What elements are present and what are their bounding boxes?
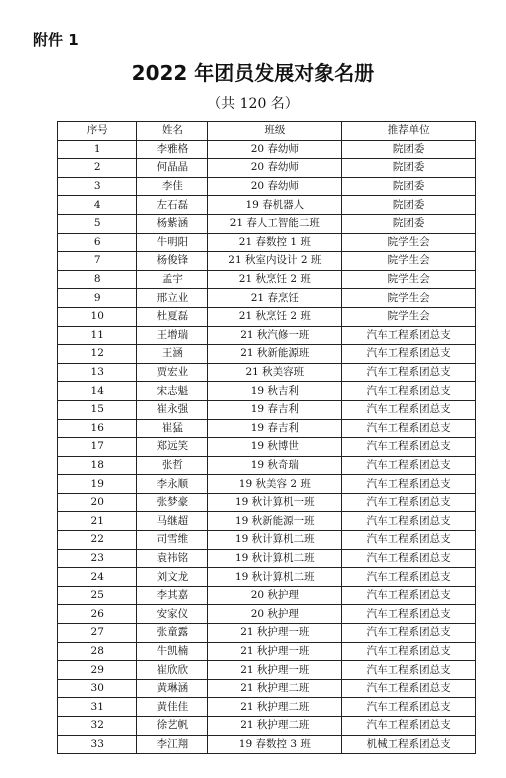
table-row (58, 233, 476, 252)
page-title: 2022 年团员发展对象名册 (131, 61, 375, 85)
cell-recommending-unit: 汽车工程系团总支 (342, 531, 476, 550)
page-subtitle: （共 120 名） (207, 96, 299, 112)
cell-name: 崔欣欣 (137, 661, 208, 680)
table-row (58, 214, 476, 233)
cell-class: 21 春数控 1 班 (208, 233, 342, 252)
cell-class: 21 秋美容班 (208, 363, 342, 382)
cell-name: 郑远笑 (137, 438, 208, 457)
cell-serial-number: 17 (58, 438, 137, 457)
table-row (58, 679, 476, 698)
cell-class: 19 秋奇瑞 (208, 456, 342, 475)
cell-recommending-unit: 汽车工程系团总支 (342, 549, 476, 568)
cell-serial-number: 19 (58, 475, 137, 494)
cell-serial-number: 5 (58, 214, 137, 233)
cell-serial-number: 11 (58, 326, 137, 345)
cell-recommending-unit: 汽车工程系团总支 (342, 493, 476, 512)
table-row (58, 549, 476, 568)
table-row (58, 438, 476, 457)
cell-serial-number: 33 (58, 735, 137, 754)
cell-serial-number: 15 (58, 400, 137, 419)
cell-class: 21 秋护理一班 (208, 661, 342, 680)
cell-class: 21 秋室内设计 2 班 (208, 252, 342, 271)
table-row (58, 177, 476, 196)
cell-recommending-unit: 汽车工程系团总支 (342, 568, 476, 587)
table-row (58, 568, 476, 587)
cell-recommending-unit: 汽车工程系团总支 (342, 400, 476, 419)
cell-name: 牛明阳 (137, 233, 208, 252)
cell-recommending-unit: 院团委 (342, 196, 476, 215)
cell-name: 李佳 (137, 177, 208, 196)
table-row (58, 400, 476, 419)
table-row (58, 456, 476, 475)
table-body (58, 140, 476, 754)
cell-name: 袁祎铭 (137, 549, 208, 568)
cell-recommending-unit: 汽车工程系团总支 (342, 698, 476, 717)
table-row (58, 512, 476, 531)
cell-serial-number: 31 (58, 698, 137, 717)
cell-recommending-unit: 汽车工程系团总支 (342, 345, 476, 364)
cell-recommending-unit: 汽车工程系团总支 (342, 326, 476, 345)
cell-class: 21 秋烹饪 2 班 (208, 307, 342, 326)
cell-recommending-unit: 院学生会 (342, 289, 476, 308)
header-name: 姓名 (137, 122, 208, 141)
cell-name: 黄佳佳 (137, 698, 208, 717)
cell-class: 21 春烹饪 (208, 289, 342, 308)
cell-class: 19 秋博世 (208, 438, 342, 457)
cell-class: 19 春机器人 (208, 196, 342, 215)
cell-recommending-unit: 院团委 (342, 214, 476, 233)
cell-recommending-unit: 汽车工程系团总支 (342, 586, 476, 605)
cell-name: 徐艺帆 (137, 717, 208, 736)
cell-class: 19 秋美容 2 班 (208, 475, 342, 494)
cell-serial-number: 23 (58, 549, 137, 568)
cell-serial-number: 20 (58, 493, 137, 512)
cell-recommending-unit: 院学生会 (342, 270, 476, 289)
cell-recommending-unit: 汽车工程系团总支 (342, 661, 476, 680)
cell-name: 宋志魁 (137, 382, 208, 401)
cell-class: 21 秋护理二班 (208, 717, 342, 736)
cell-class: 20 春幼师 (208, 177, 342, 196)
table-row (58, 493, 476, 512)
table-row (58, 698, 476, 717)
cell-name: 王增瑞 (137, 326, 208, 345)
table-row (58, 196, 476, 215)
cell-name: 贾宏业 (137, 363, 208, 382)
cell-class: 19 春吉利 (208, 400, 342, 419)
cell-recommending-unit: 院学生会 (342, 252, 476, 271)
cell-recommending-unit: 汽车工程系团总支 (342, 419, 476, 438)
cell-name: 王涵 (137, 345, 208, 364)
cell-serial-number: 21 (58, 512, 137, 531)
cell-serial-number: 24 (58, 568, 137, 587)
cell-recommending-unit: 院学生会 (342, 307, 476, 326)
table-row (58, 270, 476, 289)
cell-class: 21 秋护理二班 (208, 698, 342, 717)
table-row (58, 363, 476, 382)
cell-class: 20 春幼师 (208, 140, 342, 159)
cell-recommending-unit: 汽车工程系团总支 (342, 717, 476, 736)
cell-recommending-unit: 院团委 (342, 140, 476, 159)
cell-serial-number: 16 (58, 419, 137, 438)
cell-recommending-unit: 汽车工程系团总支 (342, 605, 476, 624)
table-row (58, 717, 476, 736)
cell-class: 21 春人工智能二班 (208, 214, 342, 233)
cell-class: 19 秋计算机二班 (208, 568, 342, 587)
cell-recommending-unit: 汽车工程系团总支 (342, 512, 476, 531)
cell-class: 20 秋护理 (208, 605, 342, 624)
table-row (58, 475, 476, 494)
cell-name: 李其嘉 (137, 586, 208, 605)
cell-name: 安家仪 (137, 605, 208, 624)
cell-name: 牛凯楠 (137, 642, 208, 661)
cell-serial-number: 13 (58, 363, 137, 382)
table-row (58, 531, 476, 550)
cell-serial-number: 6 (58, 233, 137, 252)
table-row (58, 735, 476, 754)
member-roster-table (57, 121, 476, 754)
cell-serial-number: 12 (58, 345, 137, 364)
cell-serial-number: 26 (58, 605, 137, 624)
cell-serial-number: 1 (58, 140, 137, 159)
cell-serial-number: 29 (58, 661, 137, 680)
cell-name: 张童露 (137, 624, 208, 643)
cell-recommending-unit: 汽车工程系团总支 (342, 642, 476, 661)
cell-name: 崔猛 (137, 419, 208, 438)
cell-name: 何晶晶 (137, 159, 208, 178)
cell-class: 20 春幼师 (208, 159, 342, 178)
cell-serial-number: 27 (58, 624, 137, 643)
cell-name: 杨俊锋 (137, 252, 208, 271)
cell-recommending-unit: 汽车工程系团总支 (342, 624, 476, 643)
table-row (58, 642, 476, 661)
cell-class: 19 秋计算机二班 (208, 549, 342, 568)
table-row (58, 140, 476, 159)
table-row (58, 289, 476, 308)
cell-recommending-unit: 院团委 (342, 159, 476, 178)
table-row (58, 624, 476, 643)
attachment-label: 附件 1 (33, 31, 79, 49)
cell-serial-number: 14 (58, 382, 137, 401)
cell-serial-number: 28 (58, 642, 137, 661)
table-row (58, 307, 476, 326)
cell-serial-number: 22 (58, 531, 137, 550)
cell-name: 刘文龙 (137, 568, 208, 587)
cell-class: 20 秋护理 (208, 586, 342, 605)
cell-name: 杨紫涵 (137, 214, 208, 233)
cell-recommending-unit: 汽车工程系团总支 (342, 475, 476, 494)
header-recommending-unit: 推荐单位 (342, 122, 476, 141)
cell-class: 19 秋计算机二班 (208, 531, 342, 550)
table-row (58, 159, 476, 178)
cell-serial-number: 8 (58, 270, 137, 289)
cell-name: 李雅格 (137, 140, 208, 159)
table-row (58, 661, 476, 680)
cell-serial-number: 4 (58, 196, 137, 215)
cell-recommending-unit: 机械工程系团总支 (342, 735, 476, 754)
cell-serial-number: 32 (58, 717, 137, 736)
cell-class: 21 秋新能源班 (208, 345, 342, 364)
cell-class: 21 秋护理一班 (208, 642, 342, 661)
cell-recommending-unit: 院学生会 (342, 233, 476, 252)
cell-name: 邢立业 (137, 289, 208, 308)
header-class: 班级 (208, 122, 342, 141)
cell-recommending-unit: 汽车工程系团总支 (342, 679, 476, 698)
cell-recommending-unit: 汽车工程系团总支 (342, 438, 476, 457)
table-row (58, 419, 476, 438)
header-serial-number: 序号 (58, 122, 137, 141)
cell-class: 21 秋护理二班 (208, 679, 342, 698)
cell-serial-number: 30 (58, 679, 137, 698)
cell-class: 19 秋新能源一班 (208, 512, 342, 531)
cell-name: 李江翔 (137, 735, 208, 754)
cell-name: 左石磊 (137, 196, 208, 215)
cell-class: 19 秋吉利 (208, 382, 342, 401)
cell-serial-number: 2 (58, 159, 137, 178)
cell-serial-number: 9 (58, 289, 137, 308)
cell-recommending-unit: 院团委 (342, 177, 476, 196)
cell-name: 马继超 (137, 512, 208, 531)
cell-recommending-unit: 汽车工程系团总支 (342, 456, 476, 475)
cell-class: 21 秋汽修一班 (208, 326, 342, 345)
cell-class: 19 春吉利 (208, 419, 342, 438)
cell-recommending-unit: 汽车工程系团总支 (342, 382, 476, 401)
cell-recommending-unit: 汽车工程系团总支 (342, 363, 476, 382)
table-header-row (58, 122, 476, 141)
table-row (58, 252, 476, 271)
cell-name: 孟宇 (137, 270, 208, 289)
cell-name: 张梦豪 (137, 493, 208, 512)
table-row (58, 345, 476, 364)
cell-name: 张哲 (137, 456, 208, 475)
cell-serial-number: 3 (58, 177, 137, 196)
cell-serial-number: 10 (58, 307, 137, 326)
cell-serial-number: 25 (58, 586, 137, 605)
cell-name: 李永顺 (137, 475, 208, 494)
cell-class: 19 秋计算机一班 (208, 493, 342, 512)
table-row (58, 586, 476, 605)
cell-class: 19 春数控 3 班 (208, 735, 342, 754)
table-row (58, 605, 476, 624)
cell-name: 崔永强 (137, 400, 208, 419)
cell-name: 杜夏磊 (137, 307, 208, 326)
table-row (58, 326, 476, 345)
cell-name: 司雪维 (137, 531, 208, 550)
cell-serial-number: 7 (58, 252, 137, 271)
cell-serial-number: 18 (58, 456, 137, 475)
cell-class: 21 秋护理一班 (208, 624, 342, 643)
cell-class: 21 秋烹饪 2 班 (208, 270, 342, 289)
cell-name: 黄琳涵 (137, 679, 208, 698)
table-row (58, 382, 476, 401)
